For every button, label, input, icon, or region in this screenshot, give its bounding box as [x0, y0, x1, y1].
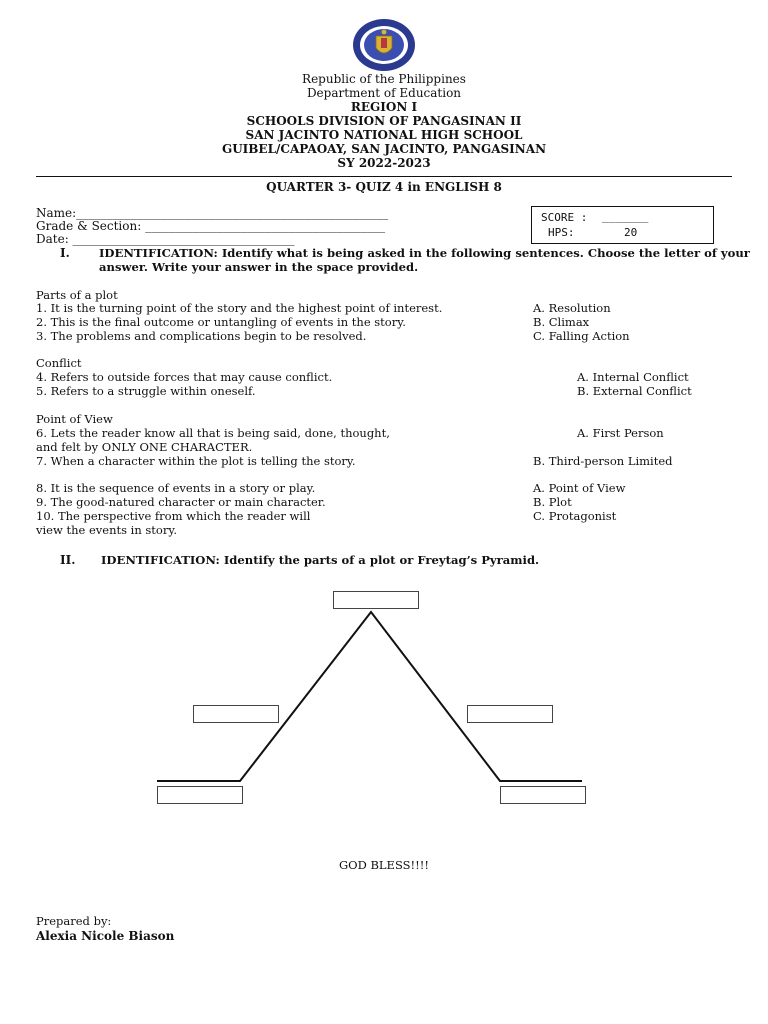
question-4: 4. Refers to outside forces that may cause conflict. — [36, 370, 333, 384]
part2-number: II. — [60, 553, 76, 567]
choice-g4-b: B. Plot — [533, 495, 572, 509]
header-school: SAN JACINTO NATIONAL HIGH SCHOOL — [245, 128, 523, 142]
question-2: 2. This is the final outcome or untangling of events in the story. — [36, 315, 406, 329]
group-title-point-of-view: Point of View — [36, 412, 113, 426]
choice-g2-a: A. Internal Conflict — [577, 370, 689, 384]
answer-box-climax[interactable] — [333, 591, 419, 609]
question-5: 5. Refers to a struggle within oneself. — [36, 384, 256, 398]
question-10-line1: 10. The perspective from which the reader will — [36, 509, 311, 523]
question-1: 1. It is the turning point of the story and the highest point of interest. — [36, 301, 443, 315]
date-field[interactable]: Date: _____________________________________ — [36, 232, 295, 246]
choice-g3-a: A. First Person — [577, 426, 664, 440]
choice-g1-c: C. Falling Action — [533, 329, 630, 343]
group-title-parts-of-plot: Parts of a plot — [36, 288, 118, 302]
quiz-title: QUARTER 3- QUIZ 4 in ENGLISH 8 — [266, 180, 502, 194]
prepared-by-name: Alexia Nicole Biason — [36, 929, 175, 943]
group-title-conflict: Conflict — [36, 356, 82, 370]
question-8: 8. It is the sequence of events in a story or play. — [36, 481, 316, 495]
question-10-line2: view the events in story. — [36, 523, 177, 537]
question-6-line1: 6. Lets the reader know all that is being said, done, thought, — [36, 426, 390, 440]
closing-message: GOD BLESS!!!! — [338, 858, 429, 872]
choice-g1-a: A. Resolution — [533, 301, 611, 315]
question-7: 7. When a character within the plot is telling the story. — [36, 454, 356, 468]
header-division: SCHOOLS DIVISION OF PANGASINAN II — [246, 114, 522, 128]
answer-box-falling-action[interactable] — [467, 705, 553, 723]
name-field[interactable]: Name:____________________________________________________ — [36, 206, 389, 220]
header-address: GUIBEL/CAPAOAY, SAN JACINTO, PANGASINAN — [221, 142, 547, 156]
hps-value: 20 — [624, 226, 638, 239]
answer-box-rising-action[interactable] — [193, 705, 279, 723]
hps-label: HPS: — [548, 226, 575, 239]
header-department: Department of Education — [306, 86, 462, 100]
header-republic: Republic of the Philippines — [302, 72, 466, 86]
part1-number: I. — [60, 246, 70, 260]
question-9: 9. The good-natured character or main character. — [36, 495, 326, 509]
part1-instruction-line1: IDENTIFICATION: Identify what is being asked in the following sentences. Choose the letter of your — [99, 246, 750, 260]
score-blank[interactable]: _______ — [602, 210, 649, 223]
grade-section-field[interactable]: Grade & Section: ________________________________________ — [36, 219, 386, 233]
header-school-year: SY 2022-2023 — [337, 156, 431, 170]
choice-g4-c: C. Protagonist — [533, 509, 617, 523]
choice-g1-b: B. Climax — [533, 315, 590, 329]
prepared-by-label: Prepared by: — [36, 914, 112, 928]
part1-instruction-line2: answer. Write your answer in the space provided. — [99, 260, 419, 274]
header-region: REGION I — [350, 100, 418, 114]
answer-box-exposition[interactable] — [157, 786, 243, 804]
part2-instruction: IDENTIFICATION: Identify the parts of a plot or Freytag’s Pyramid. — [101, 553, 540, 567]
score-label: SCORE : — [541, 211, 588, 224]
question-3: 3. The problems and complications begin to be resolved. — [36, 329, 367, 343]
choice-g3-b: B. Third-person Limited — [533, 454, 673, 468]
question-6-line2: and felt by ONLY ONE CHARACTER. — [36, 440, 253, 454]
choice-g4-a: A. Point of View — [533, 481, 626, 495]
plot-pyramid-line — [157, 612, 582, 781]
answer-box-resolution[interactable] — [500, 786, 586, 804]
choice-g2-b: B. External Conflict — [577, 384, 692, 398]
